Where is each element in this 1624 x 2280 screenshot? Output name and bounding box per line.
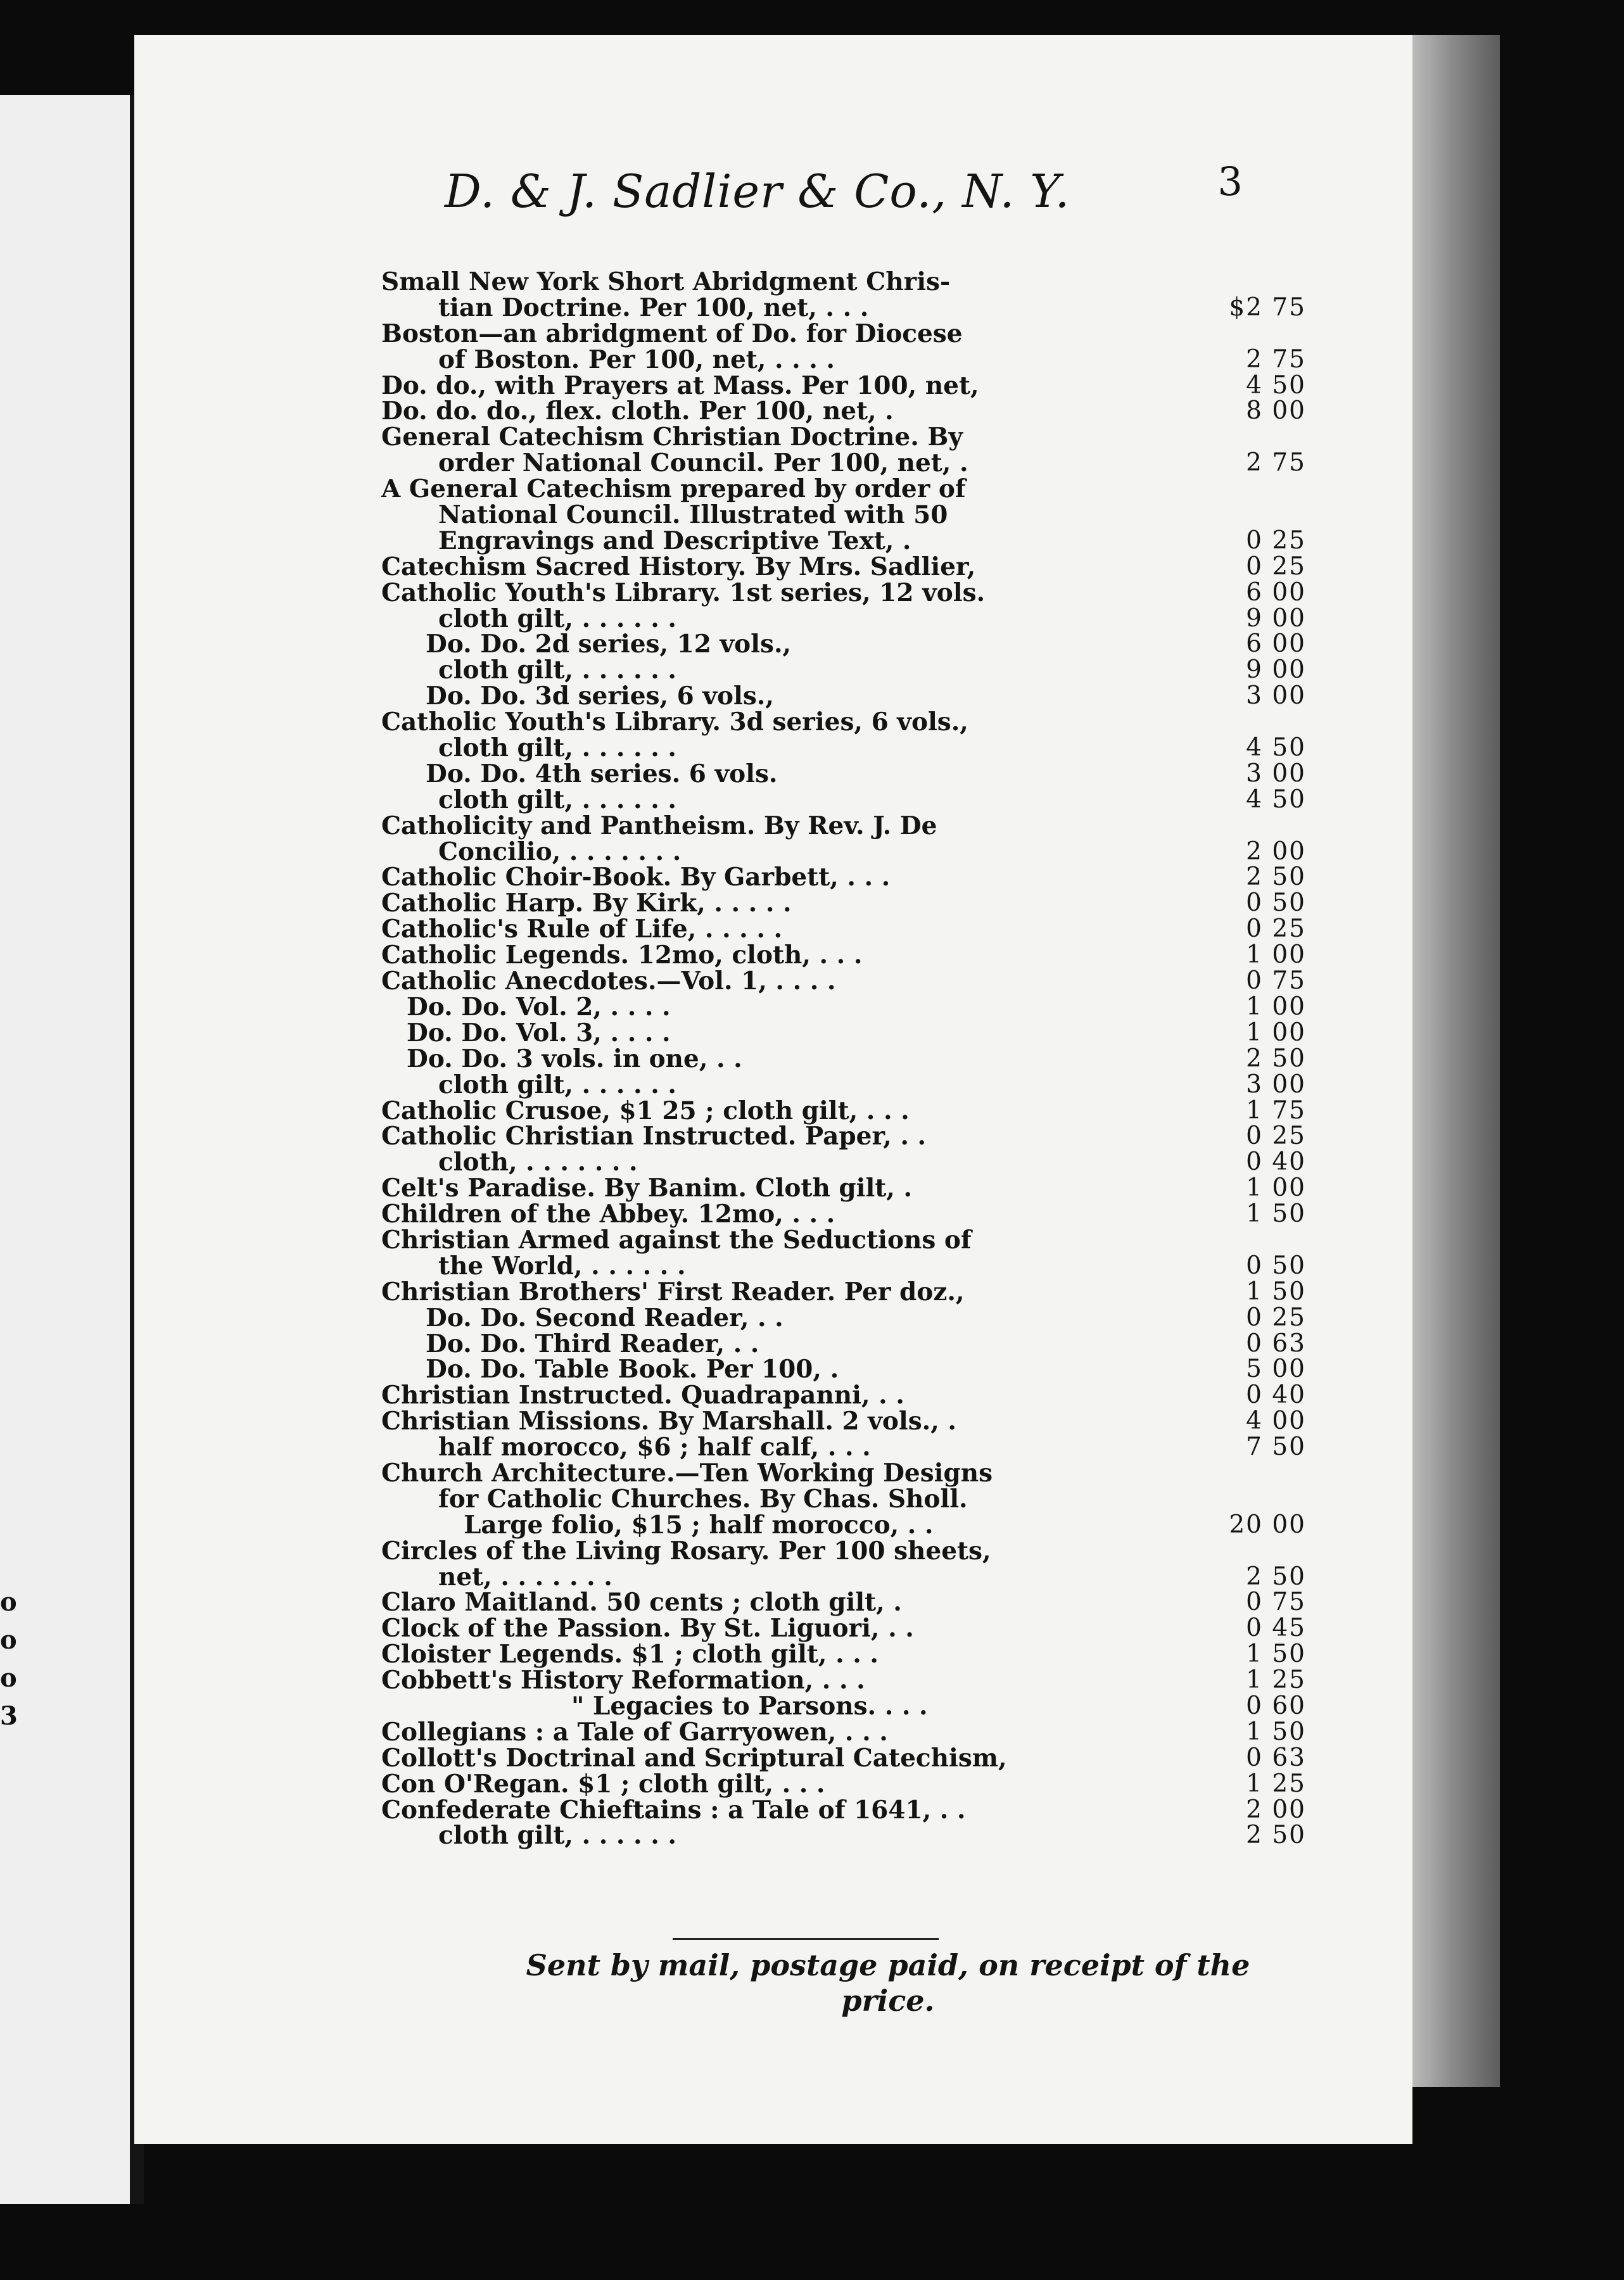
entry-title: Do. Do. Table Book. Per 100, . [426, 1355, 839, 1384]
entry-price: 0 25 [1246, 526, 1306, 555]
entry-price: 1 00 [1246, 940, 1306, 970]
entry-price: 20 00 [1229, 1510, 1306, 1539]
catalog-entry [381, 1303, 1306, 1333]
entry-price: $2 75 [1229, 293, 1306, 322]
catalog-entry [381, 1562, 1306, 1592]
catalog-entry [381, 1200, 1306, 1229]
book-edge-shadow [1411, 35, 1500, 2087]
entry-price: 2 00 [1246, 837, 1306, 866]
entry-title: Concilio, . . . . . . . [438, 837, 682, 866]
catalog-entry [381, 1538, 1268, 1564]
entry-price: 1 00 [1246, 1018, 1306, 1047]
catalog-entry [381, 1070, 1306, 1099]
edge-mark: 3 [0, 1701, 18, 1731]
entry-price: 1 00 [1246, 992, 1306, 1021]
entry-title: Cobbett's History Reformation, . . . [381, 1666, 865, 1695]
catalog-entry [381, 526, 1306, 555]
footer-note [438, 1948, 1338, 2018]
entry-title: cloth gilt, . . . . . . [438, 1070, 676, 1099]
catalog-entry [381, 1510, 1306, 1540]
footer-note-line-2: price. [841, 1984, 935, 2018]
entry-price: 1 75 [1246, 1096, 1306, 1125]
catalog-entry [381, 915, 1306, 944]
catalog-entry [381, 733, 1306, 763]
entry-title: Christian Brothers' First Reader. Per doz., [381, 1277, 965, 1307]
entry-price: 4 00 [1246, 1407, 1306, 1436]
entry-title: Celt's Paradise. By Banim. Cloth gilt, . [381, 1174, 913, 1203]
entry-price: 0 25 [1246, 1303, 1306, 1332]
edge-mark: o [0, 1587, 17, 1617]
catalog-entry [381, 1096, 1306, 1125]
footer-rule [673, 1938, 939, 1940]
catalog-entry [381, 1174, 1306, 1203]
entry-price: 2 00 [1246, 1795, 1306, 1824]
entry-title: General Catechism Christian Doctrine. By [381, 422, 963, 452]
catalog-entry [381, 1460, 1268, 1486]
entry-title: Catholic Anecdotes.—Vol. 1, . . . . [381, 966, 836, 996]
catalog-entry [381, 1821, 1306, 1851]
catalog-entry [381, 1227, 1268, 1253]
entry-price: 1 50 [1246, 1640, 1306, 1669]
entry-price: 4 50 [1246, 370, 1306, 400]
catalog-entry [381, 681, 1306, 711]
entry-title: Do. Do. 2d series, 12 vols., [426, 630, 792, 659]
edge-mark: o [0, 1663, 17, 1693]
entry-title: Clock of the Passion. By St. Liguori, . . [381, 1614, 914, 1644]
catalog-entry [381, 1666, 1306, 1695]
catalog-entry [381, 345, 1306, 374]
entry-title: Do. Do. Vol. 2, . . . . [407, 992, 671, 1022]
catalog-entry [381, 1691, 1306, 1721]
entry-title: Catholic Youth's Library. 1st series, 12 vols. [381, 578, 986, 607]
running-head [445, 158, 1243, 241]
entry-title: Catholicity and Pantheism. By Rev. J. De [381, 811, 937, 840]
entry-title: Do. Do. Vol. 3, . . . . [407, 1018, 671, 1048]
catalog-entry [381, 709, 1268, 735]
entry-price: 1 25 [1246, 1666, 1306, 1695]
entry-title: Do. Do. 4th series. 6 vols. [426, 759, 778, 788]
entry-title: tian Doctrine. Per 100, net, . . . [438, 293, 869, 322]
catalog-entry [381, 1407, 1306, 1436]
entry-title: Do. do. do., flex. cloth. Per 100, net, . [381, 396, 894, 426]
entry-price: 0 75 [1246, 966, 1306, 996]
catalog-entry-list [381, 267, 1306, 1851]
catalog-entry [381, 863, 1306, 892]
entry-title: Large folio, $15 ; half morocco, . . [464, 1510, 934, 1540]
catalog-entry [381, 502, 1268, 528]
footer-note-line-1: Sent by mail, postage paid, on receipt of the [526, 1948, 1250, 1982]
entry-title: cloth, . . . . . . . [438, 1148, 638, 1177]
entry-price: 2 50 [1246, 1562, 1306, 1591]
catalog-entry [381, 578, 1306, 607]
catalog-entry [381, 1148, 1306, 1177]
entry-title: Catholic's Rule of Life, . . . . . [381, 915, 783, 944]
entry-price: 0 25 [1246, 552, 1306, 581]
entry-title: Christian Instructed. Quadrapanni, . . [381, 1381, 904, 1410]
catalog-entry [381, 604, 1306, 633]
entry-price: 1 25 [1246, 1769, 1306, 1798]
entry-title: Claro Maitland. 50 cents ; cloth gilt, . [381, 1588, 902, 1618]
entry-title: cloth gilt, . . . . . . [438, 604, 676, 633]
catalog-entry [381, 1251, 1306, 1281]
publisher-heading: D. & J. Sadlier & Co., N. Y. [445, 165, 1070, 218]
entry-title: net, . . . . . . . [438, 1562, 612, 1592]
catalog-entry [381, 630, 1306, 659]
catalog-entry [381, 1018, 1306, 1048]
entry-title: Church Architecture.—Ten Working Designs [381, 1458, 993, 1488]
entry-title: Christian Armed against the Seductions of [381, 1225, 972, 1255]
entry-price: 0 50 [1246, 1251, 1306, 1280]
entry-price: 1 50 [1246, 1200, 1306, 1229]
catalog-entry [381, 1717, 1306, 1747]
entry-title: National Council. Illustrated with 50 [438, 500, 948, 530]
entry-title: Christian Missions. By Marshall. 2 vols., . [381, 1407, 956, 1436]
entry-price: 4 50 [1246, 733, 1306, 763]
entry-title: Do. Do. Third Reader, . . [426, 1329, 759, 1358]
entry-price: 2 50 [1246, 863, 1306, 892]
catalog-entry [381, 448, 1306, 478]
catalog-entry [381, 370, 1306, 400]
catalog-entry [381, 1588, 1306, 1618]
entry-title: Do. do., with Prayers at Mass. Per 100, net, [381, 370, 979, 400]
entry-title: for Catholic Churches. By Chas. Sholl. [438, 1484, 968, 1514]
catalog-entry [381, 396, 1306, 426]
entry-title: order National Council. Per 100, net, . [438, 448, 968, 478]
catalog-entry [381, 759, 1306, 788]
entry-title: Small New York Short Abridgment Chris- [381, 267, 951, 296]
entry-title: Catholic Legends. 12mo, cloth, . . . [381, 940, 863, 970]
entry-title: Catholic Christian Instructed. Paper, . . [381, 1122, 927, 1151]
catalog-entry [381, 813, 1268, 839]
entry-title: of Boston. Per 100, net, . . . . [438, 345, 835, 374]
edge-mark: o [0, 1625, 17, 1655]
entry-price: 9 00 [1246, 604, 1306, 633]
entry-price: 2 75 [1246, 448, 1306, 478]
catalog-entry [381, 1614, 1306, 1644]
entry-title: cloth gilt, . . . . . . [438, 785, 676, 814]
entry-price: 0 40 [1246, 1148, 1306, 1177]
entry-title: Catechism Sacred History. By Mrs. Sadlier, [381, 552, 976, 581]
entry-title: half morocco, $6 ; half calf, . . . [438, 1433, 871, 1462]
entry-price: 6 00 [1246, 630, 1306, 659]
entry-title: Catholic Harp. By Kirk, . . . . . [381, 889, 792, 918]
catalog-entry [381, 1044, 1306, 1074]
entry-title: " Legacies to Parsons. . . . [571, 1691, 928, 1721]
catalog-entry [381, 321, 1268, 347]
entry-title: Do. Do. 3 vols. in one, . . [407, 1044, 742, 1074]
entry-title: Catholic Crusoe, $1 25 ; cloth gilt, . . . [381, 1096, 910, 1125]
entry-price: 1 00 [1246, 1174, 1306, 1203]
catalog-entry [381, 293, 1306, 322]
entry-price: 2 50 [1246, 1044, 1306, 1073]
entry-title: Catholic Choir-Book. By Garbett, . . . [381, 863, 891, 892]
catalog-entry [381, 1486, 1268, 1512]
entry-title: cloth gilt, . . . . . . [438, 1821, 676, 1851]
catalog-entry [381, 1795, 1306, 1825]
catalog-entry [381, 966, 1306, 996]
catalog-entry [381, 424, 1268, 450]
catalog-page [134, 35, 1412, 2144]
catalog-entry [381, 1355, 1306, 1384]
entry-title: Engravings and Descriptive Text, . [438, 526, 911, 555]
catalog-entry [381, 889, 1306, 918]
entry-price: 7 50 [1246, 1433, 1306, 1462]
entry-price: 2 50 [1246, 1821, 1306, 1850]
entry-title: cloth gilt, . . . . . . [438, 733, 676, 763]
entry-price: 0 40 [1246, 1381, 1306, 1410]
entry-price: 3 00 [1246, 759, 1306, 788]
entry-title: Confederate Chieftains : a Tale of 1641, . . [381, 1795, 966, 1825]
catalog-entry [381, 1122, 1306, 1151]
entry-title: Collott's Doctrinal and Scriptural Catechism, [381, 1743, 1007, 1773]
entry-title: Cloister Legends. $1 ; cloth gilt, . . . [381, 1640, 879, 1669]
catalog-entry [381, 1277, 1306, 1307]
entry-title: Children of the Abbey. 12mo, . . . [381, 1200, 835, 1229]
entry-price: 4 50 [1246, 785, 1306, 814]
catalog-entry [381, 1433, 1306, 1462]
entry-price: 0 25 [1246, 1122, 1306, 1151]
catalog-entry [381, 552, 1306, 581]
catalog-entry [381, 1769, 1306, 1799]
catalog-entry [381, 837, 1306, 866]
entry-title: Catholic Youth's Library. 3d series, 6 vols., [381, 707, 968, 737]
entry-title: A General Catechism prepared by order of [381, 474, 966, 504]
catalog-entry [381, 656, 1306, 685]
left-page-edge-marks [0, 1583, 19, 2027]
entry-price: 0 75 [1246, 1588, 1306, 1617]
entry-price: 0 63 [1246, 1329, 1306, 1358]
catalog-entry [381, 476, 1268, 502]
catalog-entry [381, 1381, 1306, 1410]
entry-price: 3 00 [1246, 681, 1306, 711]
entry-price: 0 60 [1246, 1691, 1306, 1720]
catalog-entry [381, 992, 1306, 1022]
entry-price: 0 25 [1246, 915, 1306, 944]
catalog-entry [381, 1329, 1306, 1358]
entry-price: 1 50 [1246, 1717, 1306, 1746]
entry-title: Collegians : a Tale of Garryowen, . . . [381, 1717, 888, 1747]
entry-price: 0 63 [1246, 1743, 1306, 1772]
entry-title: Do. Do. Second Reader, . . [426, 1303, 783, 1333]
entry-price: 5 00 [1246, 1355, 1306, 1384]
entry-title: Con O'Regan. $1 ; cloth gilt, . . . [381, 1769, 825, 1799]
entry-price: 9 00 [1246, 656, 1306, 685]
entry-price: 8 00 [1246, 396, 1306, 426]
entry-price: 0 50 [1246, 889, 1306, 918]
entry-price: 3 00 [1246, 1070, 1306, 1099]
page-number: 3 [1217, 158, 1243, 205]
left-page-fragment [0, 95, 144, 2204]
entry-title: Circles of the Living Rosary. Per 100 sheets, [381, 1536, 991, 1566]
entry-title: cloth gilt, . . . . . . [438, 656, 676, 685]
catalog-entry [381, 1743, 1306, 1773]
entry-price: 6 00 [1246, 578, 1306, 607]
entry-title: Do. Do. 3d series, 6 vols., [426, 681, 774, 711]
catalog-entry [381, 940, 1306, 970]
catalog-entry [381, 269, 1268, 295]
entry-price: 2 75 [1246, 345, 1306, 374]
entry-title: the World, . . . . . . [438, 1251, 686, 1281]
entry-price: 0 45 [1246, 1614, 1306, 1643]
catalog-entry [381, 785, 1306, 814]
entry-title: Boston—an abridgment of Do. for Diocese [381, 319, 963, 348]
catalog-entry [381, 1640, 1306, 1669]
entry-price: 1 50 [1246, 1277, 1306, 1306]
